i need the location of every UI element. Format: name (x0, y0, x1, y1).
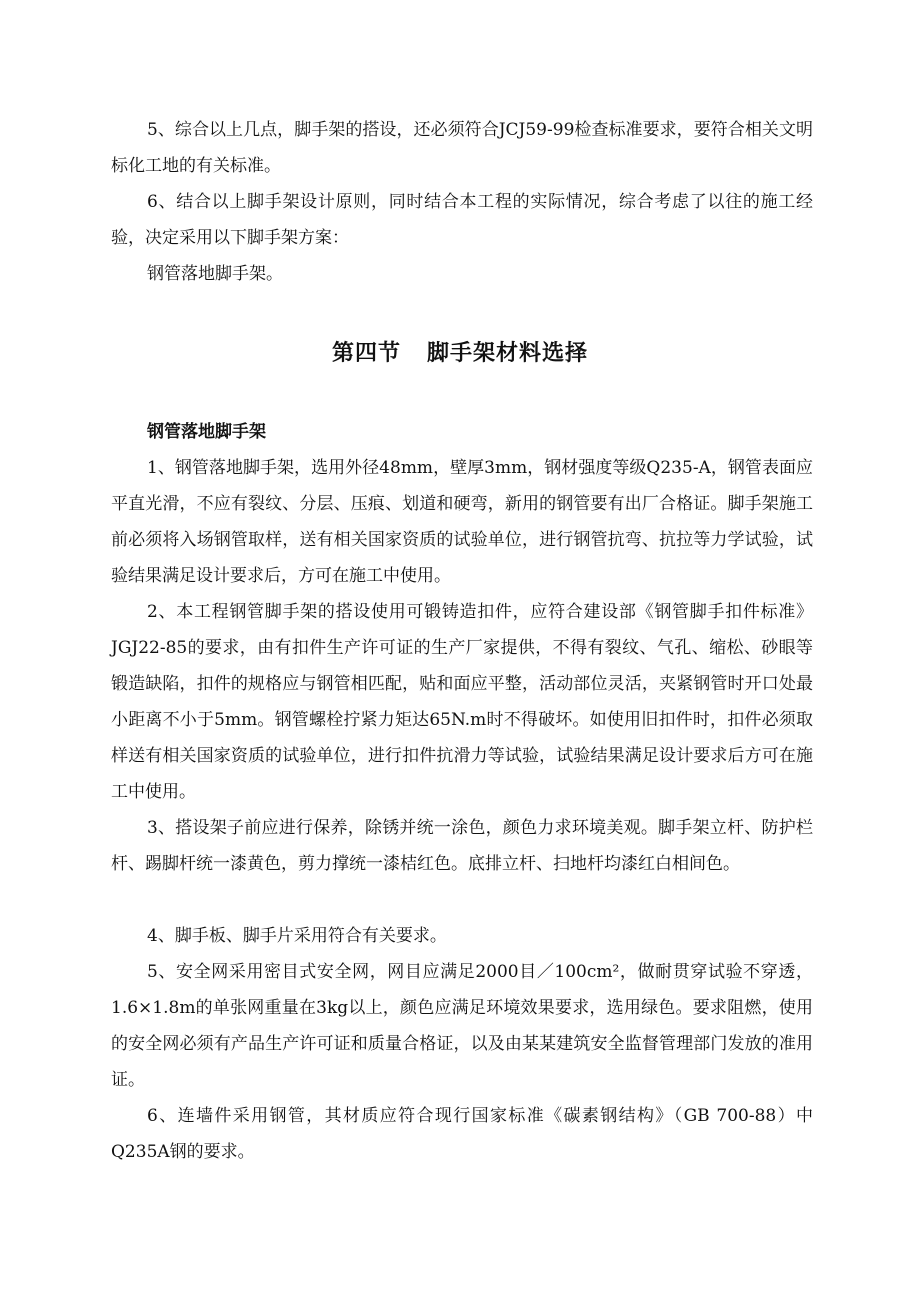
paragraph-item-4: 4、脚手板、脚手片采用符合有关要求。 (147, 926, 447, 946)
paragraph-scaffold-choice: 钢管落地脚手架。 (147, 264, 283, 284)
paragraph-item-6: 6、连墙件采用钢管，其材质应符合现行国家标准《碳素钢结构》（GB 700-88）中Q235A钢的要求。 (111, 1106, 813, 1162)
paragraph-item-5: 5、安全网采用密目式安全网，网目应满足2000目／100cm²，做耐贯穿试验不穿透，1.6×1.8m的单张网重量在3kg以上，颜色应满足环境效果要求，选用绿色。要求阻燃，使用的安全网必须有产品生产许可证和质量合格证，以及由某某建筑安全监督管理部门发放的准用证。 (111, 962, 813, 1090)
paragraph-item-3: 3、搭设架子前应进行保养，除锈并统一涂色，颜色力求环境美观。脚手架立杆、防护栏杆、踢脚杆统一漆黄色，剪力撑统一漆桔红色。底排立杆、扫地杆均漆红白相间色。 (111, 818, 813, 874)
paragraph-intro-6: 6、结合以上脚手架设计原则，同时结合本工程的实际情况，综合考虑了以往的施工经验，决定采用以下脚手架方案： (111, 192, 813, 248)
paragraph-item-2: 2、本工程钢管脚手架的搭设使用可锻铸造扣件，应符合建设部《钢管脚手扣件标准》JGJ22-85的要求，由有扣件生产许可证的生产厂家提供，不得有裂纹、气孔、缩松、砂眼等锻造缺陷，扣件的规格应与钢管相匹配，贴和面应平整，活动部位灵活，夹紧钢管时开口处最小距离不小于5mm。钢管螺栓拧紧力矩达65N.m时不得破坏。如使用旧扣件时，扣件必须取样送有相关国家资质的试验单位，进行扣件抗滑力等试验，试验结果满足设计要求后方可在施工中使用。 (111, 602, 813, 802)
section-title: 脚手架材料选择 (427, 341, 589, 366)
subheading: 钢管落地脚手架 (147, 422, 266, 442)
section-number: 第四节 (331, 341, 401, 366)
paragraph-item-1: 1、钢管落地脚手架，选用外径48mm，壁厚3mm，钢材强度等级Q235-A，钢管表面应平直光滑，不应有裂纹、分层、压痕、划道和硬弯，新用的钢管要有出厂合格证。脚手架施工前必须将入场钢管取样，送有相关国家资质的试验单位，进行钢管抗弯、抗拉等力学试验，试验结果满足设计要求后，方可在施工中使用。 (111, 458, 813, 586)
paragraph-intro-5: 5、综合以上几点，脚手架的搭设，还必须符合JCJ59-99检查标准要求，要符合相关文明标化工地的有关标准。 (111, 120, 813, 176)
section-heading (0, 334, 920, 374)
